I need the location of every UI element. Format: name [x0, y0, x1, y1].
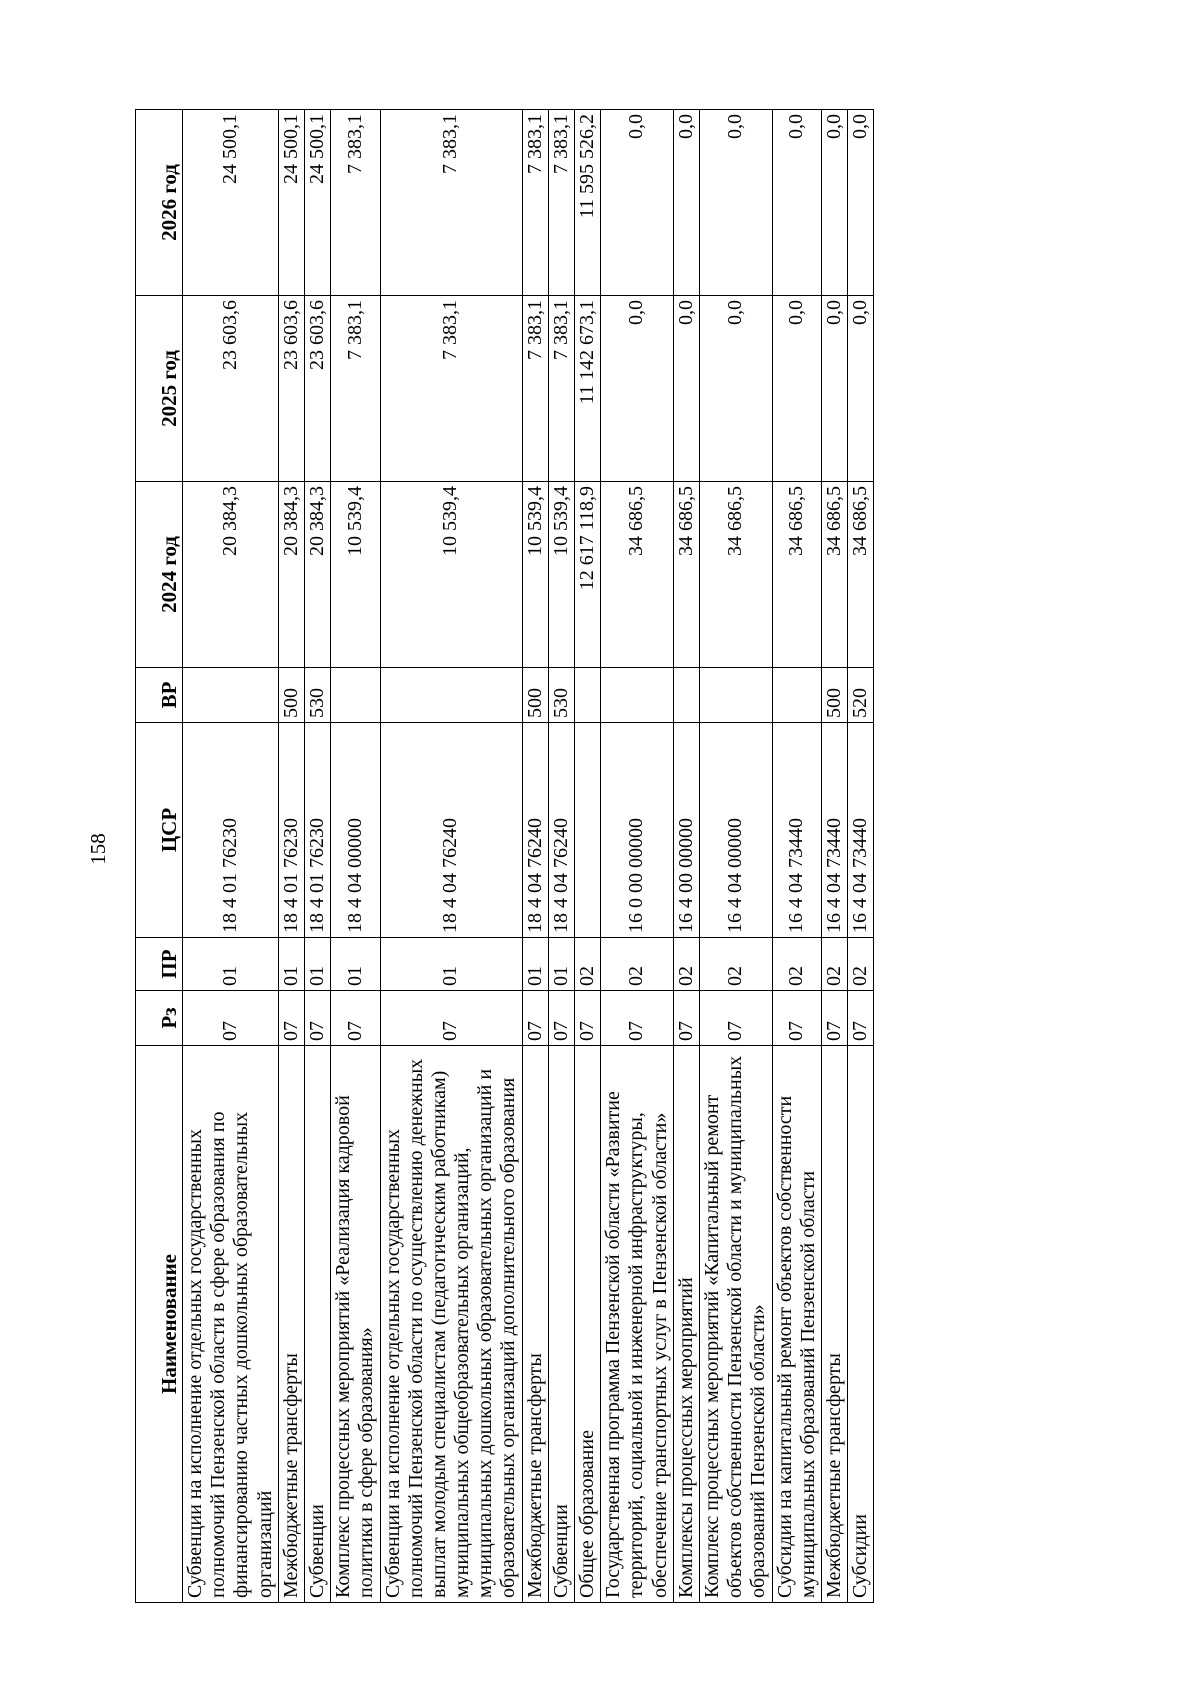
cell-2024: 20 384,3 — [278, 482, 304, 668]
cell-2026: 7 383,1 — [548, 110, 574, 296]
cell-pr: 02 — [699, 938, 772, 991]
cell-2025: 11 142 673,1 — [575, 296, 601, 482]
cell-rz: 07 — [848, 991, 874, 1046]
cell-vr — [380, 668, 522, 723]
table-header-row — [136, 110, 183, 1603]
table-row — [601, 110, 674, 1603]
cell-rz: 07 — [575, 991, 601, 1046]
cell-name: Общее образование — [575, 1046, 601, 1603]
cell-pr: 02 — [673, 938, 699, 991]
cell-csr: 18 4 04 76240 — [522, 723, 548, 938]
cell-name: Комплекс процессных мероприятий «Капитальный ремонт объектов собственности Пензенской области и муниципальных образований Пензенской области» — [699, 1046, 772, 1603]
cell-rz: 07 — [278, 991, 304, 1046]
cell-2026: 0,0 — [601, 110, 674, 296]
cell-2026: 7 383,1 — [380, 110, 522, 296]
cell-pr: 01 — [304, 938, 330, 991]
cell-2025: 23 603,6 — [183, 296, 279, 482]
table-row — [304, 110, 330, 1603]
cell-rz: 07 — [331, 991, 380, 1046]
cell-2024: 10 539,4 — [380, 482, 522, 668]
table-row — [522, 110, 548, 1603]
cell-vr — [772, 668, 821, 723]
cell-2025: 7 383,1 — [522, 296, 548, 482]
cell-pr: 01 — [548, 938, 574, 991]
cell-2025: 0,0 — [601, 296, 674, 482]
cell-vr — [673, 668, 699, 723]
cell-vr — [601, 668, 674, 723]
cell-csr: 16 4 04 00000 — [699, 723, 772, 938]
table-row — [699, 110, 772, 1603]
cell-2026: 24 500,1 — [183, 110, 279, 296]
cell-2026: 0,0 — [699, 110, 772, 296]
cell-2026: 7 383,1 — [522, 110, 548, 296]
cell-2026: 0,0 — [673, 110, 699, 296]
cell-2026: 0,0 — [848, 110, 874, 296]
cell-name: Межбюджетные трансферты — [522, 1046, 548, 1603]
cell-rz: 07 — [699, 991, 772, 1046]
cell-2024: 34 686,5 — [821, 482, 847, 668]
cell-pr: 01 — [331, 938, 380, 991]
cell-pr: 01 — [278, 938, 304, 991]
cell-csr: 18 4 04 76240 — [380, 723, 522, 938]
cell-csr: 18 4 04 76240 — [548, 723, 574, 938]
cell-csr — [575, 723, 601, 938]
cell-pr: 01 — [183, 938, 279, 991]
cell-2026: 24 500,1 — [278, 110, 304, 296]
table-row — [380, 110, 522, 1603]
cell-name: Субвенции — [304, 1046, 330, 1603]
header-rz: Рз — [136, 991, 183, 1046]
cell-pr: 02 — [821, 938, 847, 991]
cell-rz: 07 — [380, 991, 522, 1046]
cell-rz: 07 — [601, 991, 674, 1046]
cell-name: Комплекс процессных мероприятий «Реализация кадровой политики в сфере образования» — [331, 1046, 380, 1603]
table-row — [183, 110, 279, 1603]
cell-rz: 07 — [772, 991, 821, 1046]
cell-2025: 7 383,1 — [331, 296, 380, 482]
cell-2024: 34 686,5 — [673, 482, 699, 668]
table-body — [183, 110, 874, 1603]
header-2026: 2026 год — [136, 110, 183, 296]
cell-2026: 11 595 526,2 — [575, 110, 601, 296]
header-2025: 2025 год — [136, 296, 183, 482]
cell-pr: 02 — [601, 938, 674, 991]
cell-vr: 500 — [522, 668, 548, 723]
cell-name: Субвенции — [548, 1046, 574, 1603]
cell-vr: 500 — [821, 668, 847, 723]
cell-2024: 34 686,5 — [699, 482, 772, 668]
cell-2024: 34 686,5 — [772, 482, 821, 668]
cell-vr — [183, 668, 279, 723]
cell-name: Субвенции на исполнение отдельных государственных полномочий Пензенской области в сфере образования по финансированию частных дошкольных образовательных организаций — [183, 1046, 279, 1603]
cell-vr — [331, 668, 380, 723]
cell-2024: 10 539,4 — [331, 482, 380, 668]
cell-rz: 07 — [304, 991, 330, 1046]
cell-2025: 0,0 — [772, 296, 821, 482]
cell-csr: 18 4 01 76230 — [304, 723, 330, 938]
cell-vr — [699, 668, 772, 723]
cell-vr: 530 — [548, 668, 574, 723]
cell-name: Межбюджетные трансферты — [278, 1046, 304, 1603]
cell-name: Субвенции на исполнение отдельных государственных полномочий Пензенской области по осуществлению денежных выплат молодым специалистам (педагогическим работникам) муниципальных общеобразовательных организаций, муниципальных дошкольных образовательных организаций и образовательных организаций дополнительного образования — [380, 1046, 522, 1603]
cell-2025: 23 603,6 — [304, 296, 330, 482]
cell-2026: 0,0 — [772, 110, 821, 296]
cell-csr: 18 4 01 76230 — [278, 723, 304, 938]
rotated-table-container — [135, 110, 1077, 1603]
cell-2024: 34 686,5 — [601, 482, 674, 668]
cell-2025: 0,0 — [821, 296, 847, 482]
cell-csr: 18 4 04 00000 — [331, 723, 380, 938]
table-row — [821, 110, 847, 1603]
header-csr: ЦСР — [136, 723, 183, 938]
cell-pr: 01 — [380, 938, 522, 991]
cell-2024: 10 539,4 — [548, 482, 574, 668]
cell-pr: 02 — [575, 938, 601, 991]
table-row — [331, 110, 380, 1603]
cell-2026: 24 500,1 — [304, 110, 330, 296]
cell-name: Субсидии на капитальный ремонт объектов собственности муниципальных образований Пензенской области — [772, 1046, 821, 1603]
cell-pr: 01 — [522, 938, 548, 991]
cell-2024: 20 384,3 — [183, 482, 279, 668]
cell-rz: 07 — [183, 991, 279, 1046]
cell-2024: 20 384,3 — [304, 482, 330, 668]
header-name: Наименование — [136, 1046, 183, 1603]
cell-csr: 16 4 04 73440 — [821, 723, 847, 938]
cell-vr: 500 — [278, 668, 304, 723]
budget-table — [135, 109, 874, 1603]
cell-2026: 0,0 — [821, 110, 847, 296]
table-row — [848, 110, 874, 1603]
cell-2025: 0,0 — [848, 296, 874, 482]
cell-csr: 16 4 04 73440 — [772, 723, 821, 938]
cell-csr: 16 0 00 00000 — [601, 723, 674, 938]
table-row — [278, 110, 304, 1603]
header-2024: 2024 год — [136, 482, 183, 668]
cell-2024: 12 617 118,9 — [575, 482, 601, 668]
cell-name: Государственная программа Пензенской области «Развитие территорий, социальной и инженерной инфраструктуры, обеспечение транспортных услуг в Пензенской области» — [601, 1046, 674, 1603]
table-row — [548, 110, 574, 1603]
page-number: 158 — [86, 833, 110, 865]
header-vr: ВР — [136, 668, 183, 723]
cell-pr: 02 — [772, 938, 821, 991]
cell-csr: 16 4 04 73440 — [848, 723, 874, 938]
cell-2025: 0,0 — [699, 296, 772, 482]
table-row — [772, 110, 821, 1603]
table-row — [673, 110, 699, 1603]
cell-rz: 07 — [548, 991, 574, 1046]
cell-2026: 7 383,1 — [331, 110, 380, 296]
cell-name: Комплексы процессных мероприятий — [673, 1046, 699, 1603]
cell-name: Субсидии — [848, 1046, 874, 1603]
cell-name: Межбюджетные трансферты — [821, 1046, 847, 1603]
cell-rz: 07 — [673, 991, 699, 1046]
cell-2024: 34 686,5 — [848, 482, 874, 668]
cell-csr: 18 4 01 76230 — [183, 723, 279, 938]
cell-rz: 07 — [821, 991, 847, 1046]
table-row — [575, 110, 601, 1603]
cell-2024: 10 539,4 — [522, 482, 548, 668]
cell-2025: 7 383,1 — [548, 296, 574, 482]
cell-vr: 530 — [304, 668, 330, 723]
cell-vr: 520 — [848, 668, 874, 723]
cell-2025: 0,0 — [673, 296, 699, 482]
cell-csr: 16 4 00 00000 — [673, 723, 699, 938]
cell-2025: 7 383,1 — [380, 296, 522, 482]
cell-rz: 07 — [522, 991, 548, 1046]
header-pr: ПР — [136, 938, 183, 991]
cell-pr: 02 — [848, 938, 874, 991]
cell-2025: 23 603,6 — [278, 296, 304, 482]
cell-vr — [575, 668, 601, 723]
